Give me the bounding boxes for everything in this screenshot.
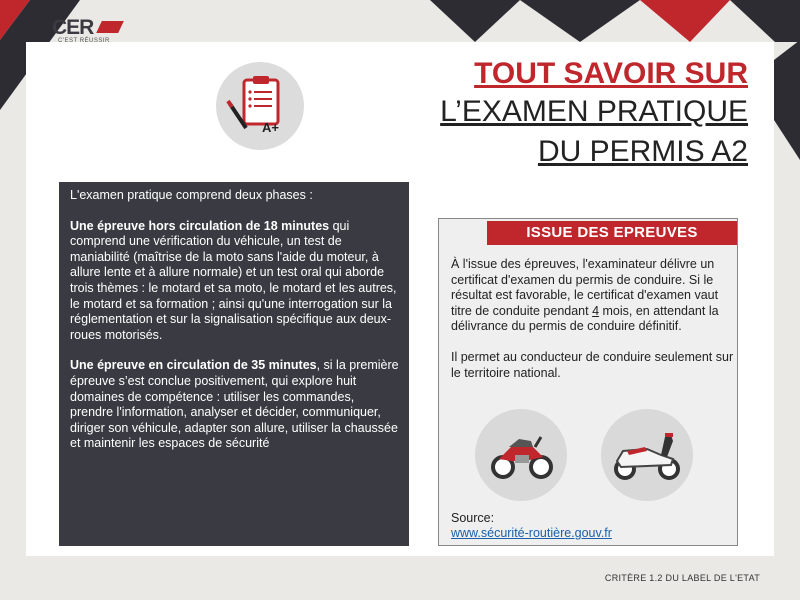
issue-text [451, 257, 735, 396]
source-link[interactable]: www.sécurité-routière.gouv.fr [451, 526, 612, 540]
svg-text:A+: A+ [262, 120, 279, 135]
clipboard-grade-icon [216, 62, 304, 150]
issue-header: ISSUE DES EPREUVES [487, 221, 737, 245]
duration-months: 4 [592, 303, 600, 318]
issue-paragraph-2: Il permet au conducteur de conduire seulement sur le territoire national. [451, 349, 734, 380]
title-line-1: TOUT SAVOIR SUR [474, 57, 748, 90]
logo-tagline: C'EST RÉUSSIR [58, 38, 110, 44]
scooter-icon [601, 409, 693, 501]
title-line-2: L’EXAMEN PRATIQUE [440, 95, 748, 128]
source [451, 511, 612, 541]
phase-2-text: , si la première épreuve s’est conclue positivement, qui explore huit domaines de compétence : utiliser les commandes, prendre l'information, analyser et décider, communiquer, diriger son véhicule, adapter son allure, utiliser la chaussée et maintenir les espaces de sécurité [70, 358, 399, 451]
exam-phases-panel [59, 182, 409, 546]
issue-paragraph-1: À l'issue des épreuves, l'examinateur délivre un certificat d'examen du permis de conduire. Si le résultat est favorable, le certificat d'examen vaut titre de conduite pendant 4 mois, en attendant la délivrance du permis de conduire définitif. [451, 257, 719, 334]
phase-1-text: qui comprend une vérification du véhicule, un test de maniabilité (maîtrise de la moto sans l'aide du moteur, à allure lente et à allure normale) et un test oral qui aborde trois thèmes : le motard et sa moto, le motard et les autres, le motard et sa formation ; ainsi qu'une interrogation sur la réglementation et sur la signalisation spécifique aux deux-roues motorisés. [70, 218, 397, 342]
footer-criterion: CRITÈRE 1.2 DU LABEL DE L'ETAT [604, 573, 760, 583]
logo-flag-icon [96, 21, 124, 33]
source-label: Source: [451, 511, 495, 525]
title-line-3: DU PERMIS A2 [537, 135, 748, 168]
motorcycle-icon [475, 409, 567, 501]
logo [52, 16, 134, 52]
phase-1-paragraph [70, 219, 399, 344]
page-title [440, 56, 748, 172]
intro-text: L'examen pratique comprend deux phases : [70, 188, 313, 202]
phase-1-title: Une épreuve hors circulation de 18 minutes [70, 218, 330, 233]
issue-panel [438, 218, 738, 546]
phase-2-title: Une épreuve en circulation de 35 minutes [70, 358, 317, 373]
logo-name: CER [52, 16, 94, 39]
phase-2-paragraph [70, 358, 399, 452]
